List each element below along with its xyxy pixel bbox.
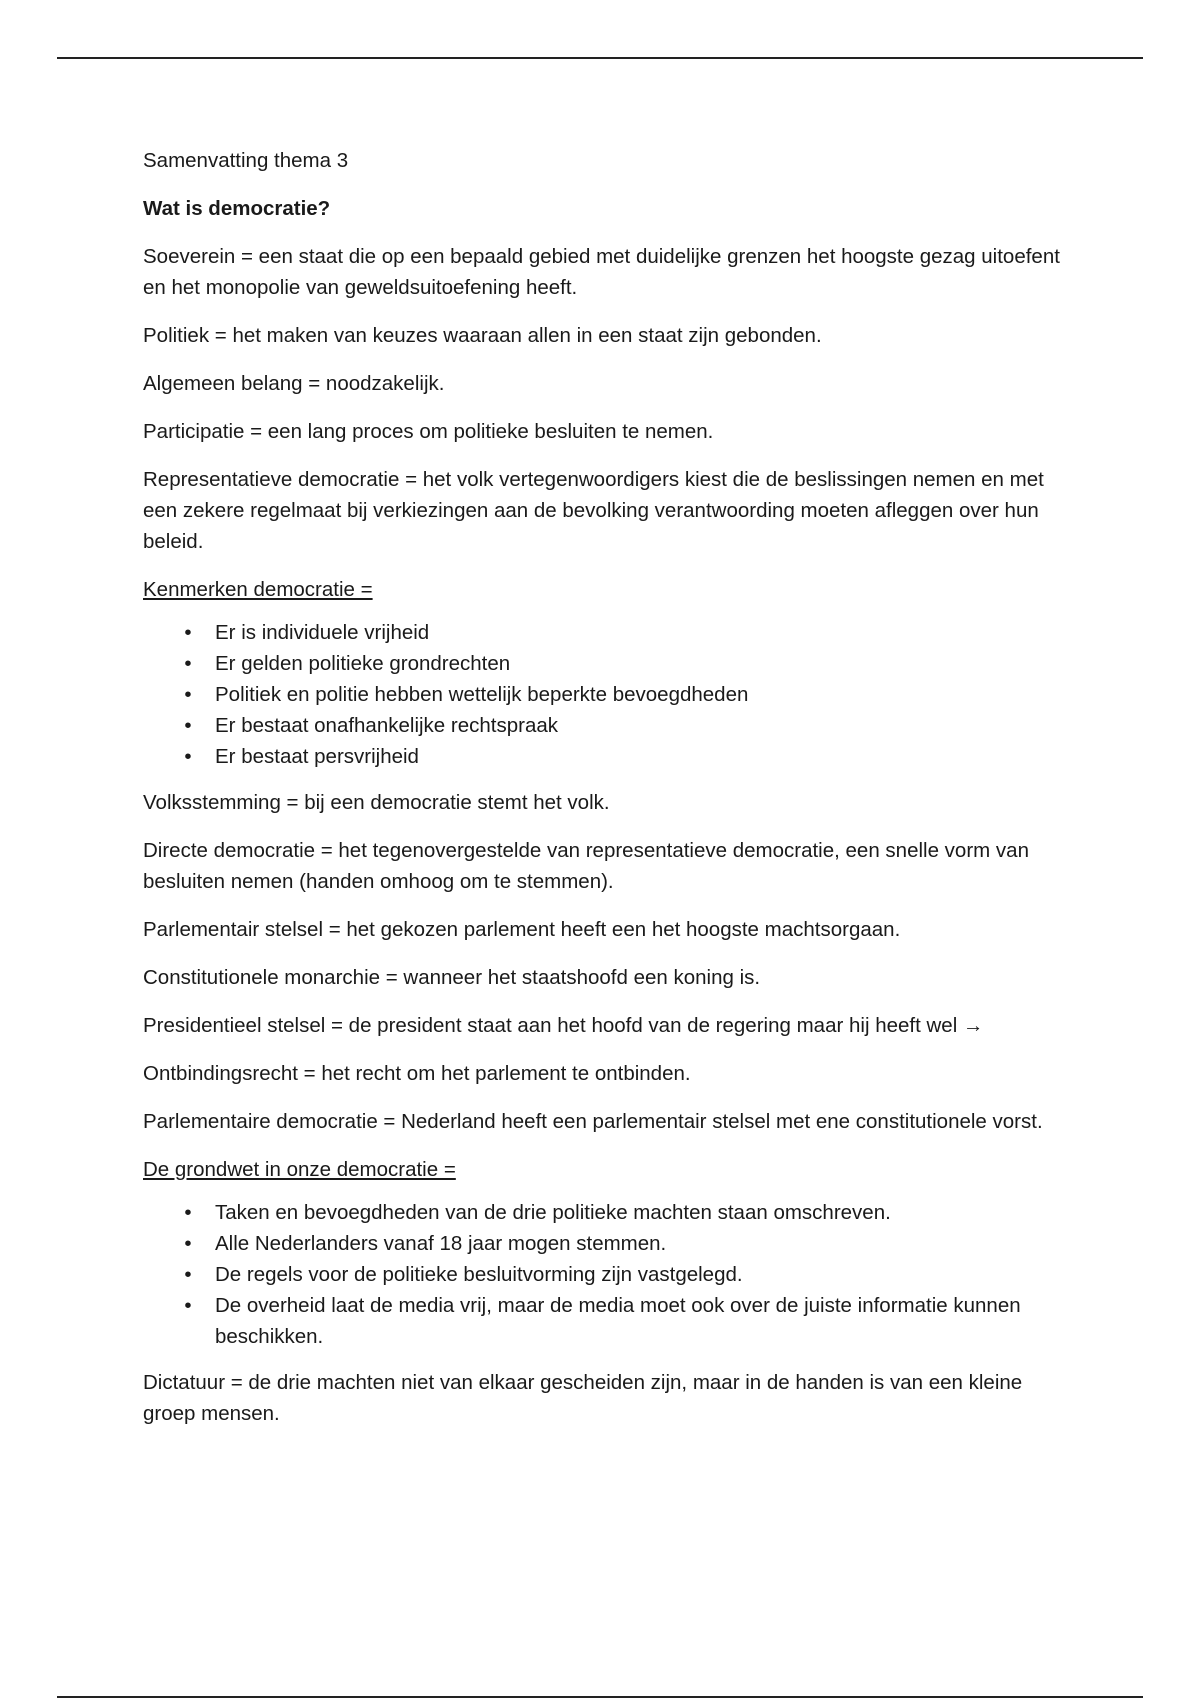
bullet-icon: •	[184, 1294, 192, 1317]
definition-paragraph: Algemeen belang = noodzakelijk.	[143, 372, 445, 395]
definition-paragraph: Constitutionele monarchie = wanneer het staatshoofd een koning is.	[143, 966, 761, 989]
definition-paragraph: Dictatuur = de drie machten niet van elkaar gescheiden zijn, maar in de handen is van een kleine groep mensen.	[143, 1371, 1023, 1425]
kenmerken-heading: Kenmerken democratie =	[143, 578, 373, 601]
section-heading: Wat is democratie?	[143, 197, 331, 220]
list-item	[184, 648, 1073, 679]
list-item-text: Alle Nederlanders vanaf 18 jaar mogen stemmen.	[215, 1232, 667, 1255]
definition-paragraph: Soeverein = een staat die op een bepaald gebied met duidelijke grenzen het hoogste gezag uitoefent en het monopolie van geweldsuitoefening heeft.	[143, 245, 1060, 299]
definition-paragraph: Politiek = het maken van keuzes waaraan allen in een staat zijn gebonden.	[143, 324, 822, 347]
bullet-icon: •	[184, 1263, 192, 1286]
definition-paragraph: Volksstemming = bij een democratie stemt het volk.	[143, 791, 610, 814]
list-item	[184, 1228, 1073, 1259]
definition-paragraph: Parlementaire democratie = Nederland heeft een parlementair stelsel met ene constitutionele vorst.	[143, 1110, 1043, 1133]
definition-paragraph: Ontbindingsrecht = het recht om het parlement te ontbinden.	[143, 1062, 691, 1085]
document-body	[143, 145, 1073, 1446]
document-title: Samenvatting thema 3	[143, 149, 349, 172]
bullet-icon: •	[184, 714, 192, 737]
list-item	[184, 1259, 1073, 1290]
bullet-icon: •	[184, 652, 192, 675]
list-item	[184, 1290, 1073, 1352]
kenmerken-list	[143, 617, 1073, 772]
list-item	[184, 679, 1073, 710]
definition-paragraph: Participatie = een lang proces om politieke besluiten te nemen.	[143, 420, 714, 443]
list-item	[184, 710, 1073, 741]
definition-paragraph: Directe democratie = het tegenovergestelde van representatieve democratie, een snelle vorm van besluiten nemen (handen omhoog om te stemmen).	[143, 839, 1029, 893]
grondwet-heading: De grondwet in onze democratie =	[143, 1158, 456, 1181]
list-item-text: Taken en bevoegdheden van de drie politieke machten staan omschreven.	[215, 1201, 891, 1224]
bullet-icon: •	[184, 621, 192, 644]
list-item	[184, 1197, 1073, 1228]
page-top-rule	[57, 57, 1143, 59]
definition-paragraph: Presidentieel stelsel = de president staat aan het hoofd van de regering maar hij heeft wel →	[143, 1014, 984, 1037]
bullet-icon: •	[184, 1232, 192, 1255]
list-item-text: Er bestaat onafhankelijke rechtspraak	[215, 714, 559, 737]
list-item-text: Er bestaat persvrijheid	[215, 745, 419, 768]
list-item-text: De overheid laat de media vrij, maar de media moet ook over de juiste informatie kunnen beschikken.	[215, 1294, 1021, 1348]
definition-paragraph: Parlementair stelsel = het gekozen parlement heeft een het hoogste machtsorgaan.	[143, 918, 901, 941]
page-bottom-rule	[57, 1696, 1143, 1698]
list-item	[184, 741, 1073, 772]
list-item-text: De regels voor de politieke besluitvorming zijn vastgelegd.	[215, 1263, 743, 1286]
grondwet-list	[143, 1197, 1073, 1352]
bullet-icon: •	[184, 683, 192, 706]
list-item-text: Politiek en politie hebben wettelijk beperkte bevoegdheden	[215, 683, 749, 706]
bullet-icon: •	[184, 1201, 192, 1224]
definition-paragraph: Representatieve democratie = het volk vertegenwoordigers kiest die de beslissingen nemen en met een zekere regelmaat bij verkiezingen aan de bevolking verantwoording moeten afleggen over hun beleid.	[143, 468, 1044, 553]
list-item	[184, 617, 1073, 648]
bullet-icon: •	[184, 745, 192, 768]
list-item-text: Er gelden politieke grondrechten	[215, 652, 511, 675]
list-item-text: Er is individuele vrijheid	[215, 621, 430, 644]
